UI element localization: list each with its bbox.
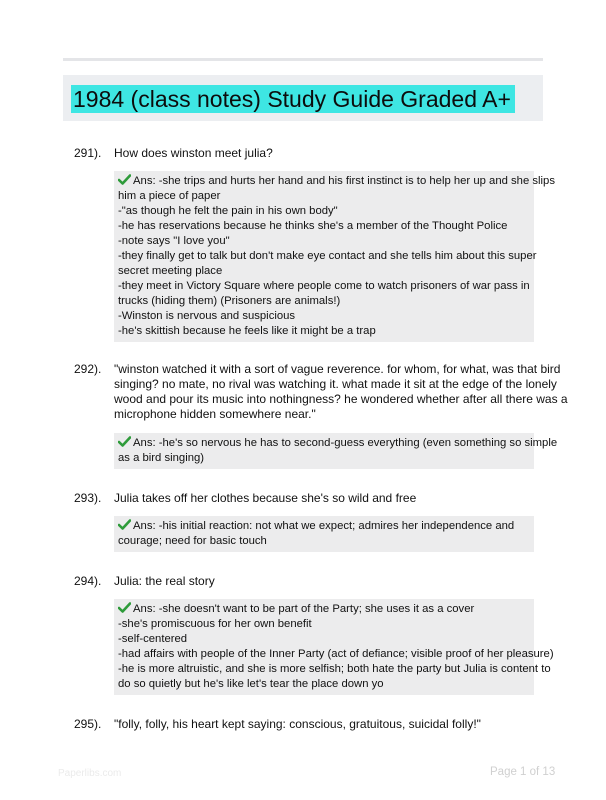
question-text: Julia: the real story bbox=[114, 574, 215, 588]
question-text: "folly, folly, his heart kept saying: conscious, gratuitous, suicidal folly!" bbox=[114, 717, 481, 731]
check-icon bbox=[118, 174, 131, 185]
answer-line: Ans: -she doesn't want to be part of the Party; she uses it as a cover bbox=[118, 602, 532, 617]
question-number: 292). bbox=[74, 362, 102, 376]
answer-box-291 bbox=[114, 171, 555, 342]
page-indicator: Page 1 of 13 bbox=[490, 766, 556, 778]
answer-line: -he has reservations because he thinks she's a member of the Thought Police bbox=[118, 220, 508, 232]
question-number: 295). bbox=[74, 717, 102, 731]
answer-line: -she's promiscuous for her own benefit bbox=[118, 618, 312, 630]
answer-line: -had affairs with people of the Inner Party (act of defiance; visible proof of her pleasure) bbox=[118, 648, 554, 660]
answer-line: -"as though he felt the pain in his own body" bbox=[118, 205, 338, 217]
answer-line: -self-centered bbox=[118, 633, 188, 645]
document-title: 1984 (class notes) Study Guide Graded A+ bbox=[71, 85, 515, 113]
check-icon bbox=[118, 602, 131, 613]
answer-box-294 bbox=[114, 599, 554, 695]
title-band bbox=[63, 75, 543, 121]
answer-line: -he's skittish because he feels like it might be a trap bbox=[118, 325, 376, 337]
question-number: 291). bbox=[74, 146, 102, 160]
check-icon bbox=[118, 436, 131, 447]
answer-line: Ans: -she trips and hurts her hand and his first instinct is to help her up and she slips bbox=[118, 174, 532, 189]
answer-box-293 bbox=[114, 516, 534, 552]
question-text: "winston watched it with a sort of vague reverence. for whom, for what, was that bird singing? no mate, no rival was watching it. what made it sit at the edge of the lonely wood and pour its music into nothingness? he wondered whether after all there was a microphone hidden somewhere near." bbox=[114, 362, 568, 421]
answer-line: -Winston is nervous and suspicious bbox=[118, 310, 296, 322]
answer-line: trucks (hiding them) (Prisoners are animals!) bbox=[118, 295, 341, 307]
answer-line: Ans: -his initial reaction: not what we expect; admires her independence and bbox=[118, 519, 532, 534]
question-text: Julia takes off her clothes because she's so wild and free bbox=[114, 491, 417, 505]
answer-line: as a bird singing) bbox=[118, 452, 205, 464]
answer-line: -note says "I love you" bbox=[118, 235, 230, 247]
answer-line: -they finally get to talk but don't make eye contact and she tells him about this super bbox=[118, 250, 537, 262]
answer-line: Ans: -he's so nervous he has to second-guess everything (even something so simple bbox=[118, 436, 532, 451]
answer-line: -they meet in Victory Square where people come to watch prisoners of war pass in bbox=[118, 280, 530, 292]
answer-line: courage; need for basic touch bbox=[118, 535, 267, 547]
answer-box-292 bbox=[114, 433, 558, 469]
answer-line: him a piece of paper bbox=[118, 190, 221, 202]
answer-line: -he is more altruistic, and she is more selfish; both hate the party but Julia is content to bbox=[118, 663, 551, 675]
footer-watermark: Paperlibs.com bbox=[58, 768, 122, 779]
question-number: 293). bbox=[74, 491, 102, 505]
answer-line: secret meeting place bbox=[118, 265, 223, 277]
top-divider bbox=[63, 58, 543, 61]
question-number: 294). bbox=[74, 574, 102, 588]
question-text: How does winston meet julia? bbox=[114, 146, 273, 160]
check-icon bbox=[118, 519, 131, 530]
answer-line: do so quietly but he's like let's tear the place down yo bbox=[118, 678, 384, 690]
